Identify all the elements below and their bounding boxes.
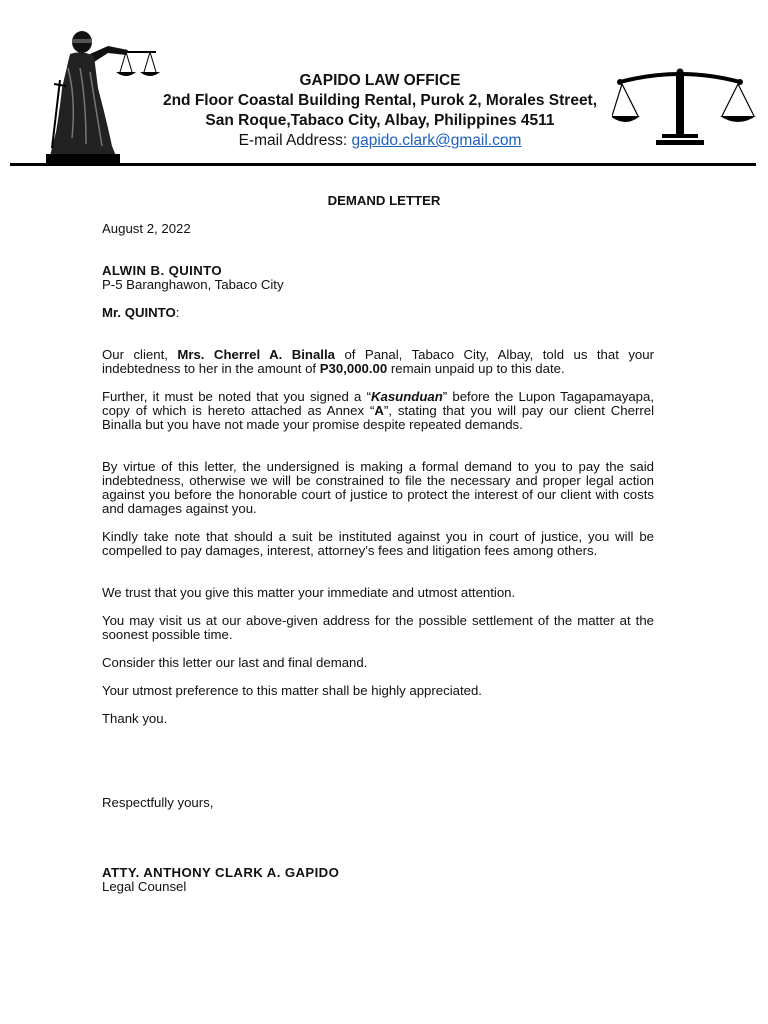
recipient-address: P-5 Baranghawon, Tabaco City bbox=[102, 277, 284, 292]
closing: Respectfully yours, bbox=[102, 795, 214, 810]
p1-part-b: of Panal, Tabaco City, Albay, told us that your indebtedness to her in the amount of bbox=[102, 347, 654, 376]
paragraph-5: We trust that you give this matter your immediate and utmost attention. bbox=[102, 585, 516, 600]
scales-of-justice-icon bbox=[612, 60, 762, 156]
letterhead bbox=[0, 0, 768, 170]
address-line-1: 2nd Floor Coastal Building Rental, Purok 2, Morales Street, bbox=[162, 92, 598, 109]
letter-title: DEMAND LETTER bbox=[327, 193, 441, 208]
email-label: E-mail Address: bbox=[238, 132, 348, 149]
paragraph-7: Consider this letter our last and final demand. bbox=[102, 655, 368, 670]
paragraph-9: Thank you. bbox=[102, 711, 168, 726]
signatory-name: ATTY. ANTHONY CLARK A. GAPIDO bbox=[102, 865, 340, 880]
debt-amount: P30,000.00 bbox=[319, 361, 388, 376]
email-link[interactable]: gapido.clark@gmail.com bbox=[351, 132, 522, 149]
signatory-title: Legal Counsel bbox=[102, 879, 187, 894]
email-line bbox=[130, 131, 630, 151]
p2-part-b: ” before the Lupon Tagapamayapa, copy of which is hereto attached as Annex “ bbox=[102, 389, 654, 418]
p2-part-c: ”, stating that you will pay our client Cherrel Binalla but you have not made your promise despite repeated demands. bbox=[102, 403, 655, 432]
p1-part-c: remain unpaid up to this date. bbox=[387, 361, 565, 376]
salutation-name: Mr. QUINTO bbox=[102, 305, 176, 320]
p1-part-a: Our client, bbox=[102, 347, 178, 362]
paragraph-2 bbox=[102, 390, 654, 432]
letterhead-text bbox=[130, 71, 630, 151]
letterhead-divider bbox=[10, 163, 756, 166]
annex-letter: A bbox=[374, 403, 384, 418]
salutation bbox=[102, 306, 654, 320]
paragraph-3: By virtue of this letter, the undersigned is making a formal demand to you to pay the said indebtedness, otherwise we will be constrained to file the necessary and proper legal action against you before the honorable court of justice to protect the interest of our client with costs and damages against you. bbox=[102, 459, 654, 516]
paragraph-8: Your utmost preference to this matter shall be highly appreciated. bbox=[102, 683, 482, 698]
address-line-2: San Roque,Tabaco City, Albay, Philippines 4511 bbox=[205, 112, 555, 129]
paragraph-1 bbox=[102, 348, 654, 376]
salutation-colon: : bbox=[175, 305, 180, 320]
p2-part-a: Further, it must be noted that you signed a “ bbox=[102, 389, 371, 404]
office-name: GAPIDO LAW OFFICE bbox=[299, 72, 461, 89]
paragraph-6: You may visit us at our above-given address for the possible settlement of the matter at the soonest possible time. bbox=[102, 613, 654, 642]
paragraph-4: Kindly take note that should a suit be instituted against you in court of justice, you will be compelled to pay damages, interest, attorney’s fees and litigation fees among others. bbox=[102, 529, 654, 558]
recipient-name: ALWIN B. QUINTO bbox=[102, 263, 223, 278]
client-name: Mrs. Cherrel A. Binalla bbox=[177, 347, 335, 362]
letter-date: August 2, 2022 bbox=[102, 221, 191, 236]
kasunduan-term: Kasunduan bbox=[370, 389, 443, 404]
